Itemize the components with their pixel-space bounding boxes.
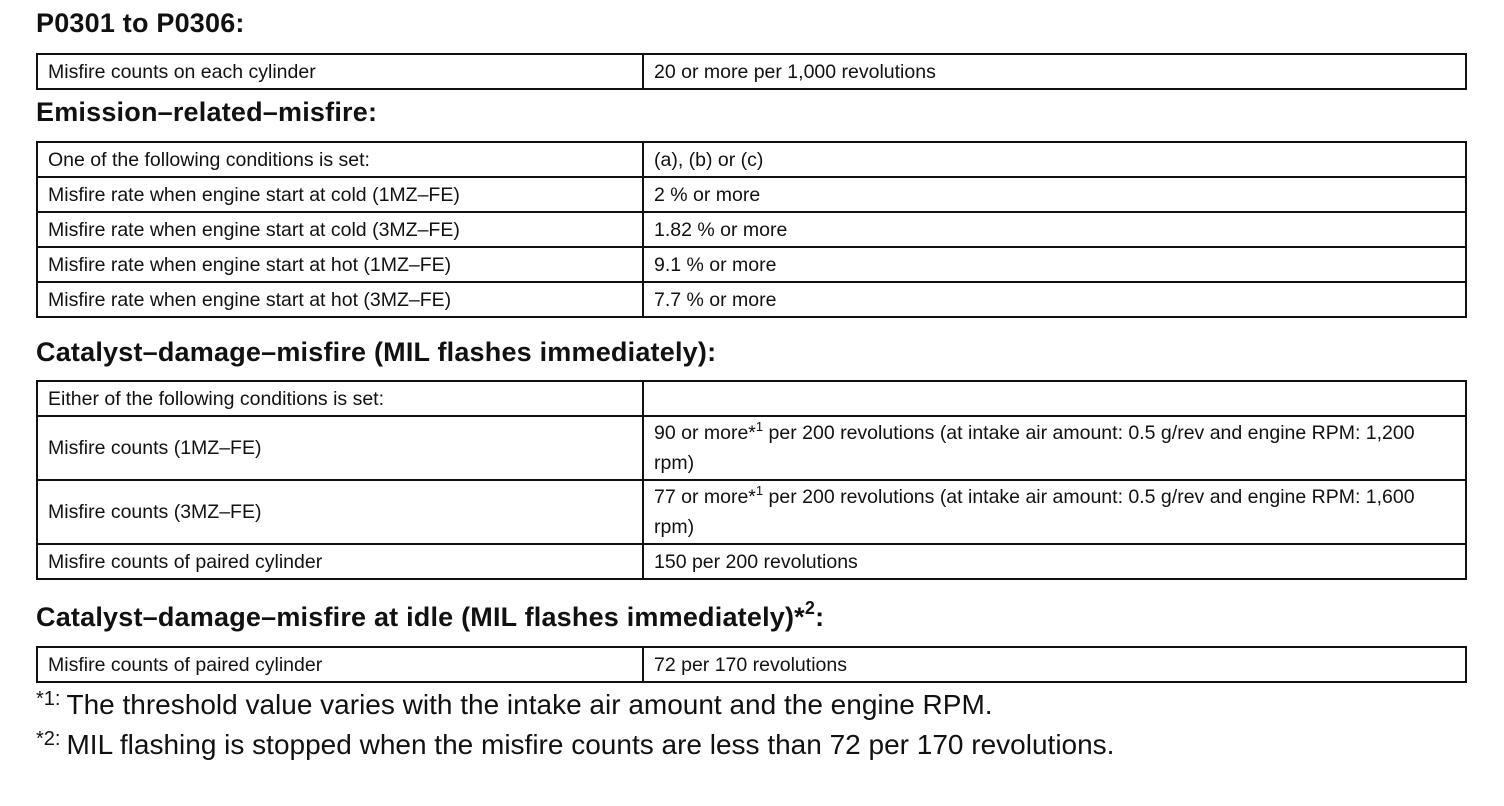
table-row bbox=[37, 480, 1466, 544]
table-row bbox=[37, 647, 1466, 682]
threshold-value bbox=[643, 381, 1466, 416]
condition-label: One of the following conditions is set: bbox=[37, 142, 643, 177]
table-row bbox=[37, 381, 1466, 416]
threshold-value bbox=[643, 480, 1466, 544]
condition-label: Misfire counts of paired cylinder bbox=[37, 647, 643, 682]
heading-text: Catalyst–damage–misfire at idle (MIL flashes immediately)* bbox=[36, 602, 805, 632]
table-row bbox=[37, 142, 1466, 177]
condition-label: Misfire rate when engine start at cold (3MZ–FE) bbox=[37, 212, 643, 247]
section-heading-p0301-p0306: P0301 to P0306: bbox=[36, 8, 245, 38]
threshold-value: 7.7 % or more bbox=[643, 282, 1466, 317]
section-heading-catalyst-damage-misfire: Catalyst–damage–misfire (MIL flashes immediately): bbox=[36, 337, 717, 367]
threshold-value: 2 % or more bbox=[643, 177, 1466, 212]
threshold-value: 9.1 % or more bbox=[643, 247, 1466, 282]
condition-label: Misfire counts of paired cylinder bbox=[37, 544, 643, 579]
emission-misfire-table bbox=[36, 141, 1467, 318]
value-text: 90 or more* bbox=[654, 422, 756, 444]
table-row bbox=[37, 416, 1466, 480]
footnote-1 bbox=[36, 688, 993, 725]
footnote-marker: *2: bbox=[36, 728, 61, 750]
catalyst-damage-misfire-table bbox=[36, 380, 1467, 580]
threshold-value: 72 per 170 revolutions bbox=[643, 647, 1466, 682]
threshold-value: (a), (b) or (c) bbox=[643, 142, 1466, 177]
catalyst-damage-idle-table bbox=[36, 646, 1467, 683]
threshold-value: 20 or more per 1,000 revolutions bbox=[643, 54, 1466, 89]
section-heading-catalyst-damage-idle bbox=[36, 598, 825, 632]
value-text: per 200 revolutions (at intake air amount: 0.5 g/rev and engine RPM: 1,200 rpm) bbox=[654, 422, 1415, 474]
section-heading-emission-misfire: Emission–related–misfire: bbox=[36, 97, 378, 127]
value-text: 77 or more* bbox=[654, 486, 756, 508]
condition-label: Misfire counts (1MZ–FE) bbox=[37, 416, 643, 480]
table-row bbox=[37, 177, 1466, 212]
footnote-text: MIL flashing is stopped when the misfire counts are less than 72 per 170 revolutions. bbox=[66, 729, 1115, 760]
table-row bbox=[37, 282, 1466, 317]
value-text: per 200 revolutions (at intake air amount: 0.5 g/rev and engine RPM: 1,600 rpm) bbox=[654, 486, 1415, 538]
footnote-marker: *1: bbox=[36, 688, 61, 710]
footnote-ref: 1 bbox=[755, 482, 764, 498]
condition-label: Misfire counts (3MZ–FE) bbox=[37, 480, 643, 544]
footnote-ref: 1 bbox=[755, 418, 764, 434]
condition-label: Misfire counts on each cylinder bbox=[37, 54, 643, 89]
condition-label: Misfire rate when engine start at cold (1MZ–FE) bbox=[37, 177, 643, 212]
table-row bbox=[37, 212, 1466, 247]
threshold-value: 1.82 % or more bbox=[643, 212, 1466, 247]
condition-label: Either of the following conditions is set: bbox=[37, 381, 643, 416]
condition-label: Misfire rate when engine start at hot (1MZ–FE) bbox=[37, 247, 643, 282]
condition-label: Misfire rate when engine start at hot (3MZ–FE) bbox=[37, 282, 643, 317]
table-row bbox=[37, 54, 1466, 89]
p0301-p0306-table bbox=[36, 53, 1467, 90]
threshold-value bbox=[643, 416, 1466, 480]
footnote-2 bbox=[36, 728, 1114, 765]
table-row bbox=[37, 247, 1466, 282]
footnote-text: The threshold value varies with the intake air amount and the engine RPM. bbox=[66, 689, 993, 720]
table-row bbox=[37, 544, 1466, 579]
heading-colon: : bbox=[815, 602, 825, 632]
footnote-ref: 2 bbox=[804, 598, 816, 618]
threshold-value: 150 per 200 revolutions bbox=[643, 544, 1466, 579]
